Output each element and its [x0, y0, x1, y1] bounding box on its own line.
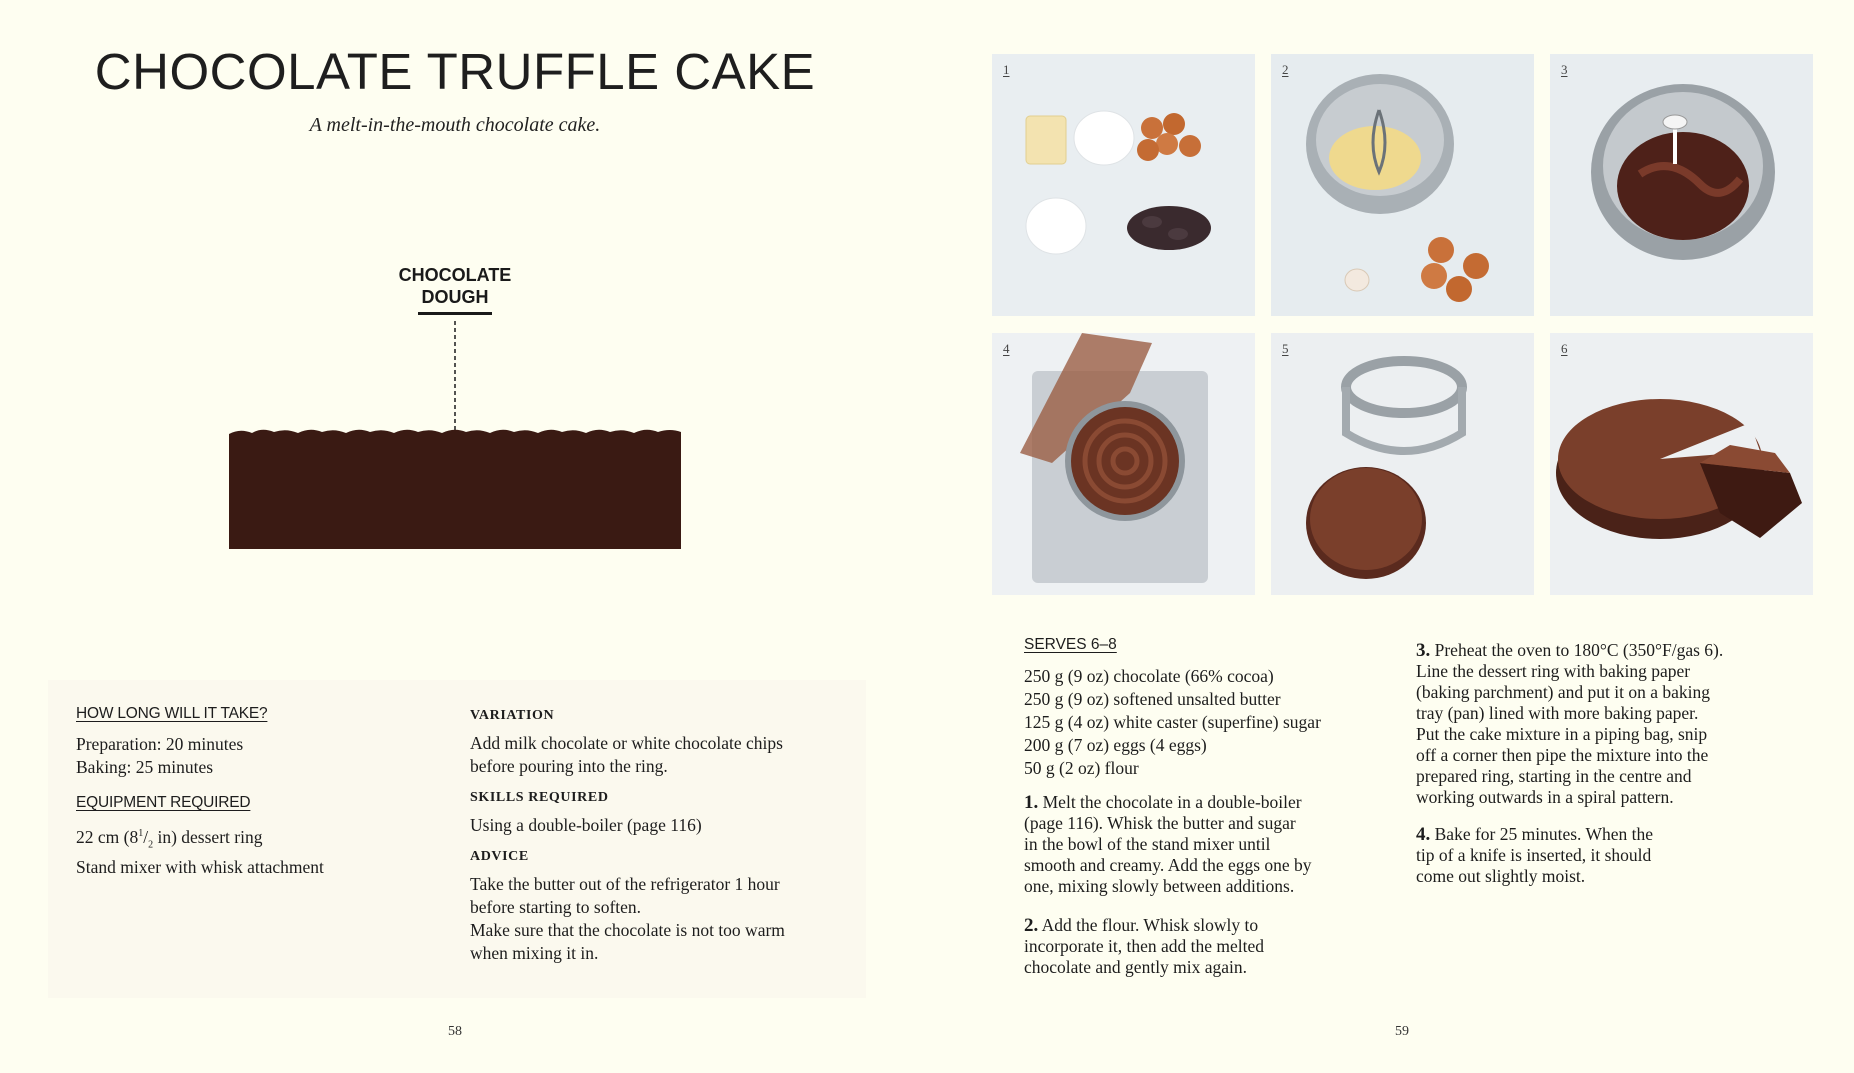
- step-text: incorporate it, then add the melted: [1024, 936, 1265, 956]
- step-text: tip of a knife is inserted, it should: [1416, 845, 1652, 865]
- step-number: 3.: [1416, 640, 1431, 661]
- step-text: Melt the chocolate in a double-boiler: [1042, 792, 1302, 812]
- info-box: [48, 680, 866, 998]
- photo-number: 3: [1561, 62, 1568, 77]
- bake-time: Baking: 25 minutes: [76, 757, 214, 777]
- photo-number: 2: [1282, 62, 1289, 77]
- step-text: (page 116). Whisk the butter and sugar: [1024, 813, 1296, 833]
- step-3: [1416, 640, 1766, 808]
- photo-number: 5: [1282, 341, 1289, 356]
- info-column-right: [470, 704, 850, 965]
- step-photo-3: [1550, 54, 1813, 316]
- ingredient-item: 250 g (9 oz) chocolate (66% cocoa): [1024, 666, 1274, 686]
- ring-suffix: in) dessert ring: [153, 826, 263, 847]
- step-number: 2.: [1024, 915, 1039, 936]
- step-4: [1416, 824, 1766, 887]
- step-text: tray (pan) lined with more baking paper.: [1416, 703, 1699, 723]
- equipment-heading: EQUIPMENT REQUIRED: [76, 794, 251, 811]
- skills-line: Using a double-boiler (page 116): [470, 815, 702, 835]
- equipment-ring: [76, 822, 426, 856]
- sliced-cake-photo-icon: [1550, 333, 1813, 595]
- ring-fraction-num: 1: [138, 828, 144, 839]
- step-text: one, mixing slowly between additions.: [1024, 876, 1295, 896]
- recipe-subtitle: A melt-in-the-mouth chocolate cake.: [309, 114, 601, 136]
- info-column-left: [76, 702, 426, 879]
- chocolate-mixture-bowl-photo-icon: [1550, 54, 1813, 316]
- step-photo-6: [1550, 333, 1813, 595]
- page-number: 58: [448, 1024, 462, 1039]
- advice-line: Take the butter out of the refrigerator 1 hour: [470, 874, 780, 894]
- photo-number: 6: [1561, 341, 1568, 356]
- step-number: 4.: [1416, 824, 1431, 845]
- ingredient-item: 125 g (4 oz) white caster (superfine) sugar: [1024, 712, 1321, 732]
- variation-heading: VARIATION: [470, 708, 555, 723]
- advice-line: Make sure that the chocolate is not too warm: [470, 920, 785, 940]
- step-text: chocolate and gently mix again.: [1024, 957, 1248, 977]
- skills-heading: SKILLS REQUIRED: [470, 790, 609, 805]
- step-text: in the bowl of the stand mixer until: [1024, 834, 1271, 854]
- layer-label-line2: DOUGH: [421, 287, 489, 307]
- step-text: working outwards in a spiral pattern.: [1416, 787, 1674, 807]
- recipe-column-1: [1024, 634, 1364, 978]
- photo-number: 1: [1003, 62, 1010, 77]
- layer-label: [385, 264, 525, 308]
- step-photo-4: [992, 333, 1255, 595]
- step-text: Bake for 25 minutes. When the: [1434, 824, 1653, 844]
- ring-prefix: 22 cm (8: [76, 826, 139, 847]
- mixing-bowl-eggs-photo-icon: [1271, 54, 1534, 316]
- prep-time: Preparation: 20 minutes: [76, 734, 244, 754]
- ring-fraction-slash: /: [143, 826, 149, 847]
- step-text: smooth and creamy. Add the eggs one by: [1024, 855, 1312, 875]
- step-text: Put the cake mixture in a piping bag, snip: [1416, 724, 1708, 744]
- variation-line: before pouring into the ring.: [470, 756, 668, 776]
- step-text: Line the dessert ring with baking paper: [1416, 661, 1691, 681]
- step-text: Add the flour. Whisk slowly to: [1041, 915, 1259, 935]
- cake-layer-diagram: [0, 250, 928, 570]
- recipe-title: CHOCOLATE TRUFFLE CAKE: [94, 43, 816, 100]
- page-number: 59: [1395, 1024, 1409, 1039]
- baked-cake-ring-photo-icon: [1271, 333, 1534, 595]
- serves-heading: SERVES 6–8: [1024, 636, 1117, 653]
- step-1: [1024, 792, 1364, 897]
- ingredients-photo-icon: [992, 54, 1255, 316]
- step-text: (baking parchment) and put it on a baking: [1416, 682, 1711, 702]
- layer-label-underline: [418, 312, 492, 315]
- layer-label-line1: CHOCOLATE: [398, 265, 512, 285]
- ingredient-item: 250 g (9 oz) softened unsalted butter: [1024, 689, 1281, 709]
- advice-line: when mixing it in.: [470, 943, 599, 963]
- photo-number: 4: [1003, 341, 1010, 356]
- right-page: [928, 0, 1854, 1073]
- step-number: 1.: [1024, 792, 1039, 813]
- step-text: come out slightly moist.: [1416, 866, 1586, 886]
- step-2: [1024, 915, 1364, 978]
- ingredient-item: 200 g (7 oz) eggs (4 eggs): [1024, 735, 1207, 755]
- step-photo-1: [992, 54, 1255, 316]
- ring-fraction-den: 2: [148, 839, 154, 851]
- ingredient-item: 50 g (2 oz) flour: [1024, 758, 1139, 778]
- equipment-mixer: Stand mixer with whisk attachment: [76, 857, 324, 878]
- advice-line: before starting to soften.: [470, 897, 642, 917]
- how-long-heading: HOW LONG WILL IT TAKE?: [76, 705, 268, 722]
- recipe-column-2: [1416, 640, 1766, 887]
- step-photo-2: [1271, 54, 1534, 316]
- variation-line: Add milk chocolate or white chocolate chips: [470, 733, 783, 753]
- step-text: off a corner then pipe the mixture into the: [1416, 745, 1709, 765]
- step-text: prepared ring, starting in the centre and: [1416, 766, 1692, 786]
- chocolate-dough-layer: [229, 430, 681, 549]
- advice-heading: ADVICE: [470, 849, 529, 864]
- step-text: Preheat the oven to 180°C (350°F/gas 6).: [1434, 640, 1724, 660]
- step-photo-5: [1271, 333, 1534, 595]
- piped-spiral-ring-photo-icon: [992, 333, 1255, 595]
